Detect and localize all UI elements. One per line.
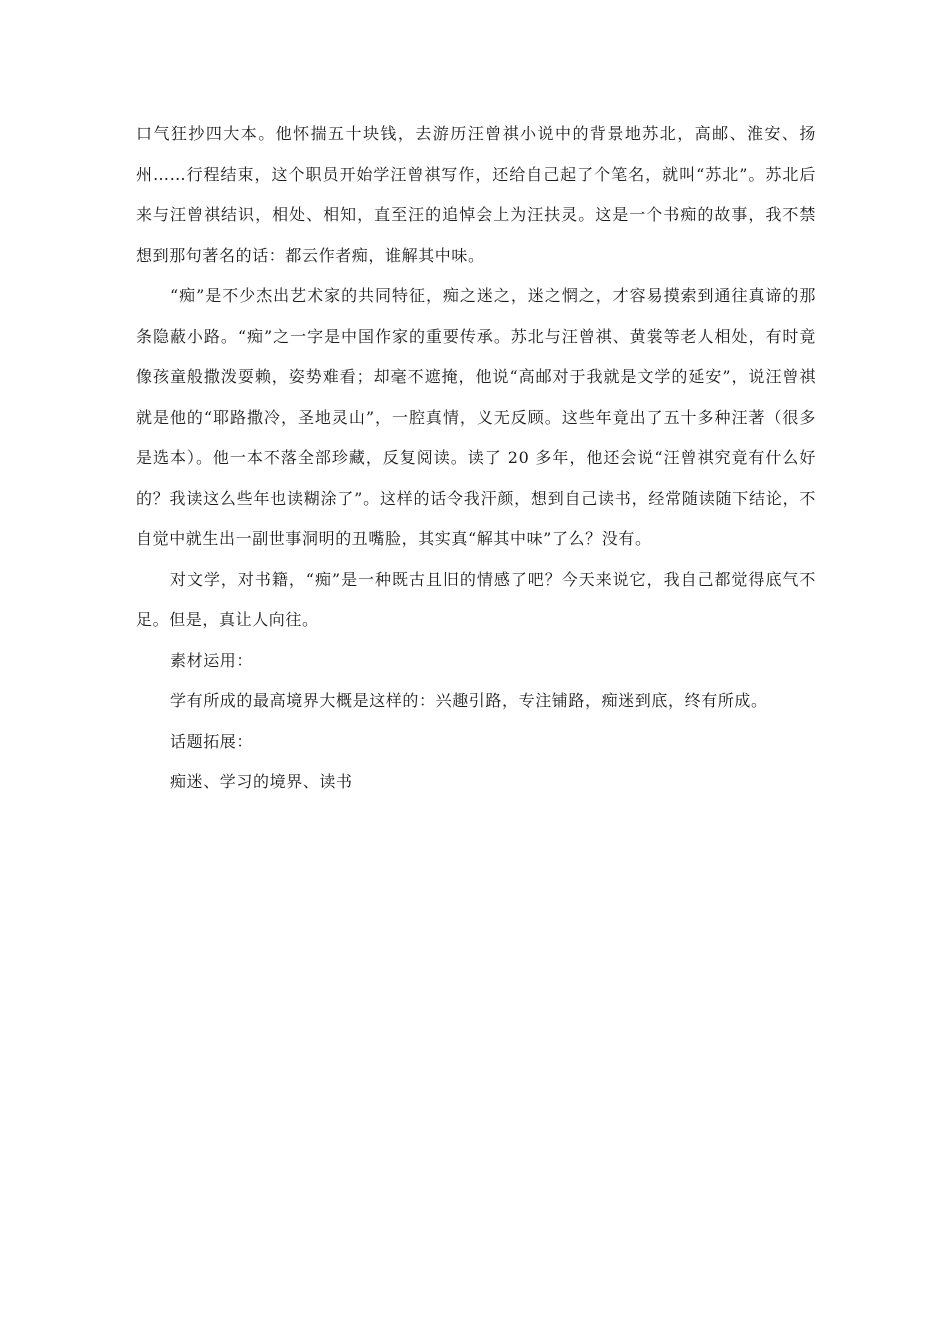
document-body [136,116,816,803]
heading-material-usage: 素材运用： [170,650,254,670]
heading-topic-extension: 话题拓展： [170,731,254,751]
paragraph-reflection: 对文学，对书籍，“痴”是一种既古且旧的情感了吧？今天来说它，我自己都觉得底气不足。但是，真让人向往。 [136,569,816,629]
paragraph-material-usage: 学有所成的最高境界大概是这样的：兴趣引路，专注铺路，痴迷到底，终有所成。 [170,691,768,710]
paragraph-topic-extension: 痴迷、学习的境界、读书 [170,772,353,791]
paragraph-obsession: “痴”是不少杰出艺术家的共同特征，痴之迷之，迷之惘之，才容易摸索到通往真谛的那条隐蔽小路。“痴”之一字是中国作家的重要传承。苏北与汪曾祺、黄裳等老人相处，有时竟像孩童般撒泼耍赖，姿势难看；却毫不遮掩，他说“高邮对于我就是文学的延安”，说汪曾祺就是他的“耶路撒冷，圣地灵山”，一腔真情，义无反顾。这些年竟出了五十多种汪著（很多是选本）。他一本不落全部珍藏，反复阅读。读了 20 多年，他还会说“汪曾祺究竟有什么好的？我读这么些年也读糊涂了”。这样的话令我汗颜，想到自己读书，经常随读随下结论，不自觉中就生出一副世事洞明的丑嘴脸，其实真“解其中味”了么？没有。 [136,286,816,548]
paragraph-story-continued: 口气狂抄四大本。他怀揣五十块钱，去游历汪曾祺小说中的背景地苏北，高邮、淮安、扬州……行程结束，这个职员开始学汪曾祺写作，还给自己起了个笔名，就叫“苏北”。苏北后来与汪曾祺结识，相处、相知，直至汪的追悼会上为汪扶灵。这是一个书痴的故事，我不禁想到那句著名的话：都云作者痴，谁解其中味。 [136,124,816,265]
